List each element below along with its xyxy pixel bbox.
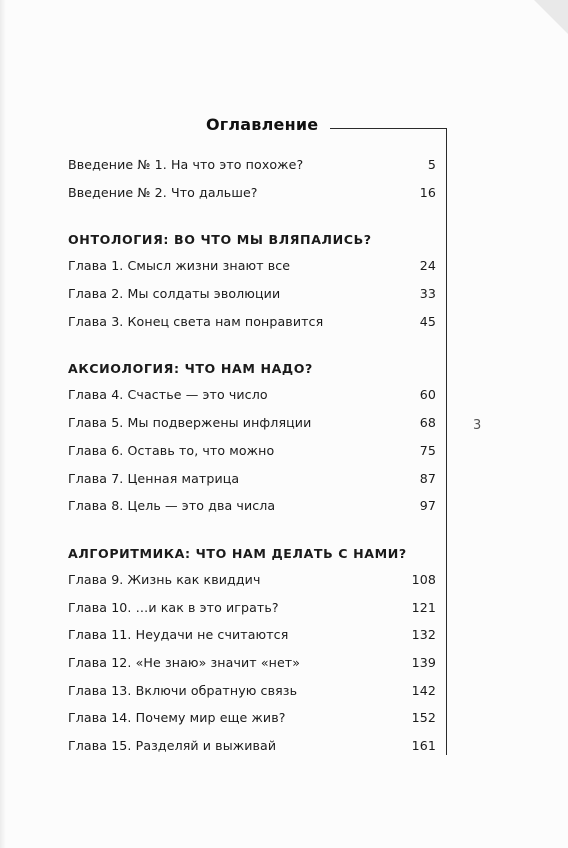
toc-entry bbox=[68, 683, 436, 711]
toc-entry-page: 68 bbox=[419, 415, 436, 431]
toc-entry-page: 152 bbox=[411, 710, 436, 726]
toc-entry-label: Глава 1. Смысл жизни знают все bbox=[68, 258, 291, 274]
toc-entry-page: 108 bbox=[411, 571, 436, 587]
toc-entry bbox=[68, 738, 436, 766]
toc-entry-label: Глава 6. Оставь то, что можно bbox=[68, 442, 275, 458]
toc-entry-label: Глава 11. Неудачи не считаются bbox=[68, 627, 289, 643]
toc-entry-label: Введение № 2. Что дальше? bbox=[68, 184, 258, 200]
toc-entry bbox=[68, 157, 436, 185]
toc-entry-page: 132 bbox=[411, 627, 436, 643]
section-heading: ОНТОЛОГИЯ: ВО ЧТО МЫ ВЛЯПАЛИСЬ? bbox=[68, 232, 372, 248]
margin-rule bbox=[446, 128, 447, 755]
toc-entry bbox=[68, 600, 436, 628]
toc-entry-page: 87 bbox=[419, 470, 436, 486]
toc-entry-label: Глава 10. …и как в это играть? bbox=[68, 599, 279, 615]
table-of-contents bbox=[68, 157, 436, 766]
toc-entry bbox=[68, 314, 436, 342]
toc-entry bbox=[68, 498, 436, 526]
toc-entry-page: 75 bbox=[419, 442, 436, 458]
toc-entry-page: 97 bbox=[419, 498, 436, 514]
toc-entry-page: 139 bbox=[411, 654, 436, 670]
toc-entry-page: 121 bbox=[411, 599, 436, 615]
toc-entry-label: Глава 4. Счастье — это число bbox=[68, 387, 268, 403]
toc-entry-label: Глава 13. Включи обратную связь bbox=[68, 682, 298, 698]
toc-entry-label: Глава 12. «Не знаю» значит «нет» bbox=[68, 654, 301, 670]
toc-entry bbox=[68, 387, 436, 415]
section-heading: АЛГОРИТМИКА: ЧТО НАМ ДЕЛАТЬ С НАМИ? bbox=[68, 545, 407, 561]
toc-entry bbox=[68, 627, 436, 655]
toc-entry-label: Введение № 1. На что это похоже? bbox=[68, 157, 304, 172]
toc-entry bbox=[68, 443, 436, 471]
toc-entry-label: Глава 7. Ценная матрица bbox=[68, 470, 240, 486]
title-rule bbox=[330, 128, 447, 129]
section-heading: АКСИОЛОГИЯ: ЧТО НАМ НАДО? bbox=[68, 361, 313, 377]
page-edge-shadow bbox=[0, 0, 6, 848]
toc-entry-page: 45 bbox=[419, 313, 436, 329]
toc-entry bbox=[68, 286, 436, 314]
toc-entry-page: 161 bbox=[411, 738, 436, 753]
toc-entry-label: Глава 8. Цель — это два числа bbox=[68, 498, 276, 514]
toc-entry bbox=[68, 471, 436, 499]
toc-entry bbox=[68, 572, 436, 600]
toc-entry bbox=[68, 185, 436, 213]
toc-entry-label: Глава 9. Жизнь как квиддич bbox=[68, 571, 261, 587]
toc-entry-page: 60 bbox=[419, 387, 436, 403]
toc-entry-label: Глава 5. Мы подвержены инфляции bbox=[68, 415, 312, 431]
toc-entry bbox=[68, 655, 436, 683]
toc-entry bbox=[68, 710, 436, 738]
toc-entry-label: Глава 14. Почему мир еще жив? bbox=[68, 710, 286, 726]
toc-entry-label: Глава 3. Конец света нам понравится bbox=[68, 313, 324, 329]
toc-entry-page: 16 bbox=[419, 184, 436, 200]
toc-entry bbox=[68, 415, 436, 443]
toc-entry-page: 5 bbox=[427, 157, 436, 172]
toc-entry-label: Глава 15. Разделяй и выживай bbox=[68, 738, 277, 753]
toc-entry-label: Глава 2. Мы солдаты эволюции bbox=[68, 286, 281, 302]
page-title: Оглавление bbox=[206, 115, 319, 134]
toc-entry-page: 24 bbox=[419, 258, 436, 274]
toc-entry bbox=[68, 258, 436, 286]
page-corner-fold bbox=[534, 0, 568, 34]
toc-entry-page: 33 bbox=[419, 286, 436, 302]
toc-entry-page: 142 bbox=[411, 682, 436, 698]
page-number: 3 bbox=[473, 418, 482, 433]
